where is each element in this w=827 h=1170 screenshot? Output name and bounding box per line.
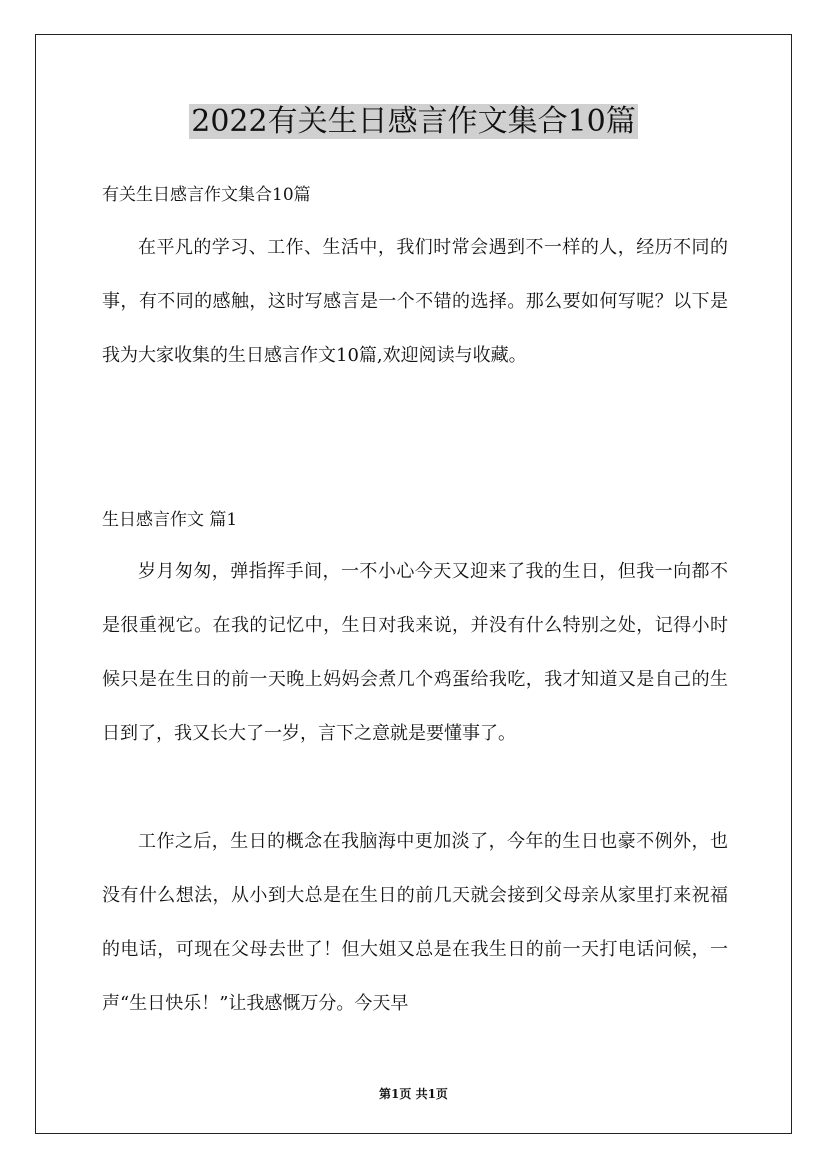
subtitle: 有关生日感言作文集合10篇	[102, 185, 311, 205]
page-footer	[0, 1086, 827, 1102]
body-paragraph-1: 岁月匆匆，弹指挥手间，一不小心今天又迎来了我的生日，但我一向都不是很重视它。在我的记忆中，生日对我来说，并没有什么特别之处，记得小时候只是在生日的前一天晚上妈妈会煮几个鸡蛋给我吃，我才知道又是自己的生日到了，我又长大了一岁，言下之意就是要懂事了。	[102, 561, 728, 744]
intro-paragraph: 在平凡的学习、工作、生活中，我们时常会遇到不一样的人，经历不同的事，有不同的感触，这时写感言是一个不错的选择。那么要如何写呢？以下是我为大家收集的生日感言作文10篇,欢迎阅读与收藏。	[102, 237, 728, 366]
page-number-label: 第1页 共1页	[379, 1087, 448, 1101]
body-paragraph-2: 工作之后，生日的概念在我脑海中更加淡了，今年的生日也豪不例外，也没有什么想法，从小到大总是在生日的前几天就会接到父母亲从家里打来祝福的电话，可现在父母去世了！但大姐又总是在我生日的前一天打电话问候，一声“生日快乐！”让我感慨万分。今天早	[102, 831, 728, 1014]
section-heading: 生日感言作文 篇1	[102, 510, 238, 530]
document-title-text: 2022有关生日感言作文集合10篇	[191, 104, 636, 139]
document-title	[0, 100, 827, 144]
